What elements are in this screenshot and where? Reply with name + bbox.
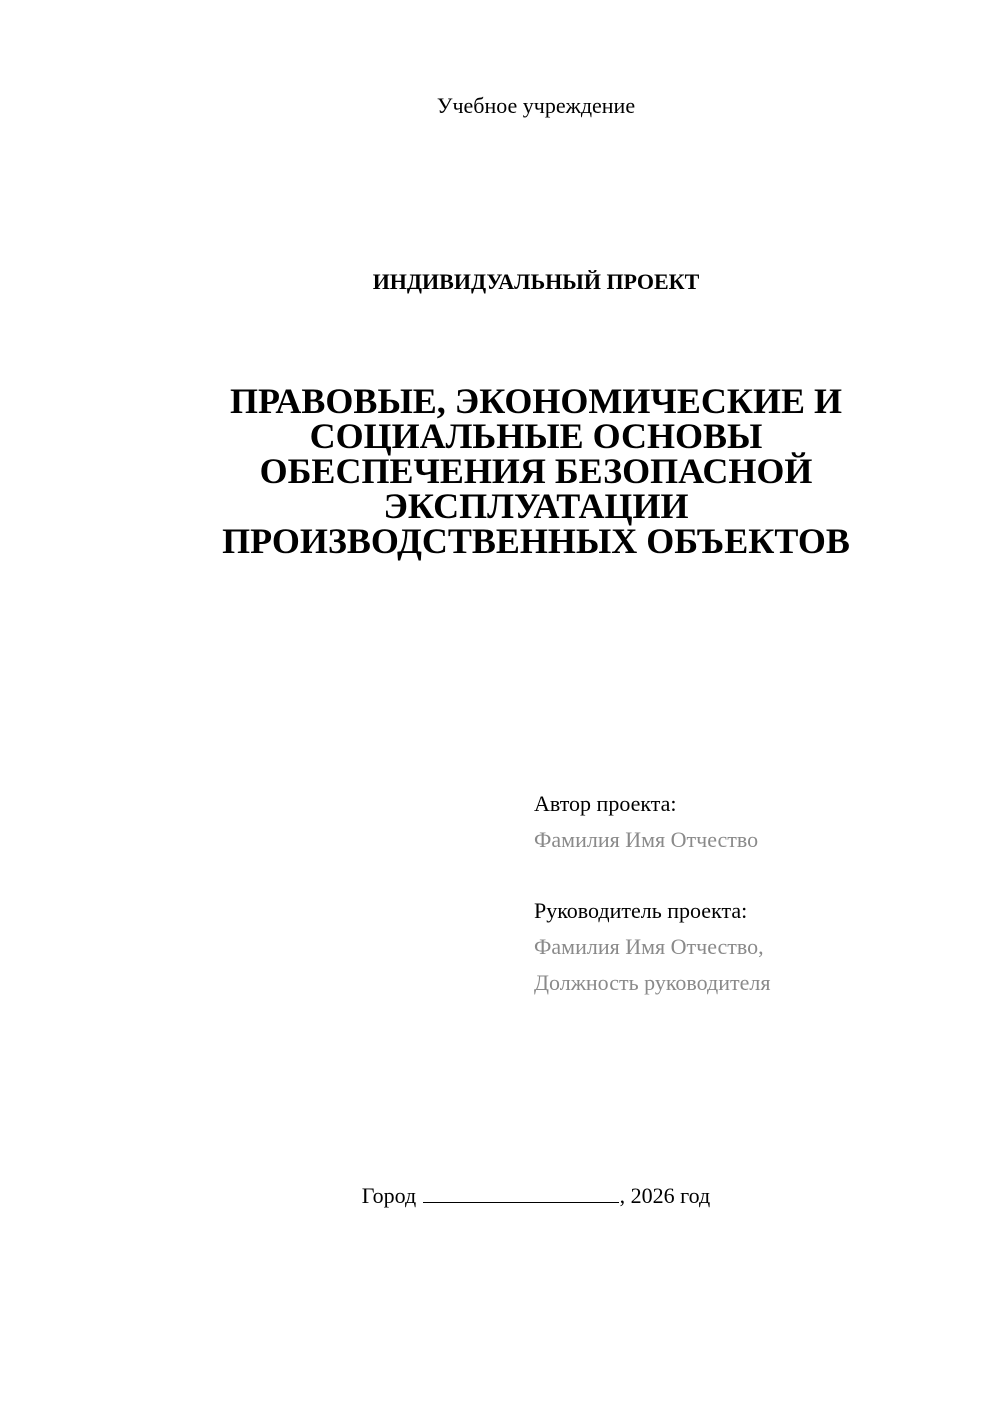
author-name: Фамилия Имя Отчество (534, 827, 759, 852)
project-title (170, 381, 902, 561)
title-line: СОЦИАЛЬНЫЕ ОСНОВЫ (309, 416, 763, 456)
title-line: ОБЕСПЕЧЕНИЯ БЕЗОПАСНОЙ (259, 451, 813, 491)
project-type: ИНДИВИДУАЛЬНЫЙ ПРОЕКТ (372, 269, 700, 294)
supervisor-name: Фамилия Имя Отчество, (534, 934, 764, 959)
author-block (534, 786, 758, 858)
title-line: ПРАВОВЫЕ, ЭКОНОМИЧЕСКИЕ И (230, 381, 842, 421)
city-blank-line (423, 1182, 619, 1203)
city-label: Город (361, 1183, 417, 1208)
supervisor-position: Должность руководителя (534, 970, 771, 995)
supervisor-label: Руководитель проекта: (534, 898, 748, 923)
footer-city-year (0, 1182, 1000, 1210)
supervisor-block (534, 893, 770, 1001)
author-label: Автор проекта: (534, 791, 677, 816)
institution-name: Учебное учреждение (436, 93, 636, 118)
title-line: ЭКСПЛУАТАЦИИ (383, 486, 689, 526)
year-text: , 2026 год (619, 1183, 711, 1208)
title-line: ПРОИЗВОДСТВЕННЫХ ОБЪЕКТОВ (222, 521, 850, 561)
